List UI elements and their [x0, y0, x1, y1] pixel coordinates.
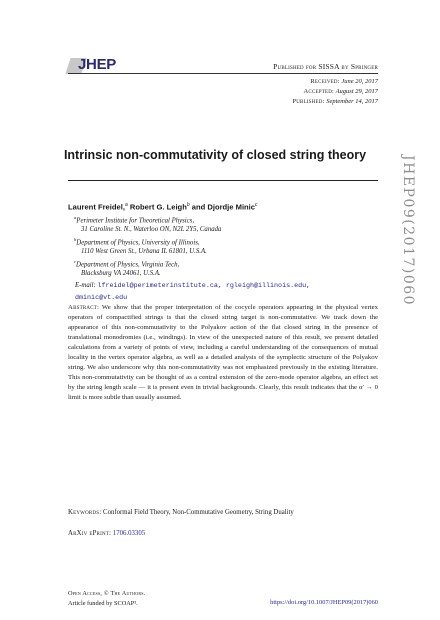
author-mark: c [255, 202, 258, 208]
eprint-link[interactable]: 1706.03305 [112, 530, 146, 537]
logo-text: JHEP [78, 56, 116, 73]
footer-notes [68, 589, 145, 608]
open-access-note: Open Access, © The Authors. [68, 590, 146, 597]
header-rule [68, 73, 378, 74]
email-label: E-mail: [75, 282, 96, 289]
arxiv-eprint [68, 530, 378, 537]
author-name: Djordje Minic [207, 202, 256, 212]
keywords [68, 509, 378, 516]
doi-link[interactable]: https://doi.org/10.1007/JHEP09(2017)060 [270, 599, 378, 606]
date-received: Received: June 20, 2017 [310, 78, 378, 85]
abstract-text: We show that the proper interpretation of the cocycle operators appearing in the physical vertex operators of compactified strings is that the closed string target is non-commutative. We track down the appearance of this non-commutativity to the Polyakov action of the flat closed string in the presence of translational monodromies (i.e., windings). In view of the unexpected nature of this result, we present detailed calculations from a variety of points of view, including a careful understanding of the consequences of mutual locality in the vertex operator algebra, as well as a detailed analysis of the symplectic structure of the Polyakov string. We also underscore why this non-commutativity was not emphasized previously in the existing literature. This non-commutativity can be thought of as a central extension of the zero-mode operator algebra, an effect set by the string length scale — it is present even in trivial backgrounds. Clearly, this result indicates that the α′ → 0 limit is more subtle than usually assumed. [68, 304, 378, 402]
affiliation: $^b$Department of Physics, University of Illinois, 1110 West Green St., Urbana IL 61801, U.S.A. [74, 237, 207, 256]
abstract-label: Abstract: [68, 304, 100, 311]
keywords-label: Keywords: [68, 509, 102, 516]
email-link[interactable]: lfreidel@perimeterinstitute.ca, rgleigh@illinois.edu, [97, 282, 311, 290]
eprint-label: ArXiv ePrint: [68, 530, 112, 537]
email-link[interactable]: dminic@vt.edu [75, 294, 128, 302]
dates-block [200, 77, 378, 107]
affiliation: $^c$Department of Physics, Virginia Tech, Blacksburg VA 24061, U.S.A. [74, 259, 180, 278]
author-name: Robert G. Leigh [129, 202, 187, 212]
publisher-line: Published for SISSA by Springer [273, 62, 378, 71]
author-mark: b [186, 202, 190, 208]
date-accepted: Accepted: August 29, 2017 [303, 88, 378, 95]
funding-note: Article funded by SCOAP³. [68, 599, 138, 607]
abstract [68, 303, 378, 403]
keywords-text: Conformal Field Theory, Non-Commutative Geometry, String Duality [103, 509, 294, 516]
date-published: Published: September 14, 2017 [292, 98, 378, 105]
author-mark: a [124, 202, 128, 208]
author-name: Laurent Freidel, [68, 202, 125, 212]
email-block [75, 280, 375, 304]
author-separator: and [189, 202, 208, 212]
title-rule [68, 180, 378, 181]
affiliation: $^a$Perimeter Institute for Theoretical Physics, 31 Caroline St. N., Waterloo ON, N2L 2Y5, Canada [74, 215, 222, 234]
side-identifier: JHEP09(2017)060 [400, 155, 416, 307]
paper-title: Intrinsic non-commutativity of closed string theory [63, 148, 367, 162]
author-list [68, 202, 258, 212]
